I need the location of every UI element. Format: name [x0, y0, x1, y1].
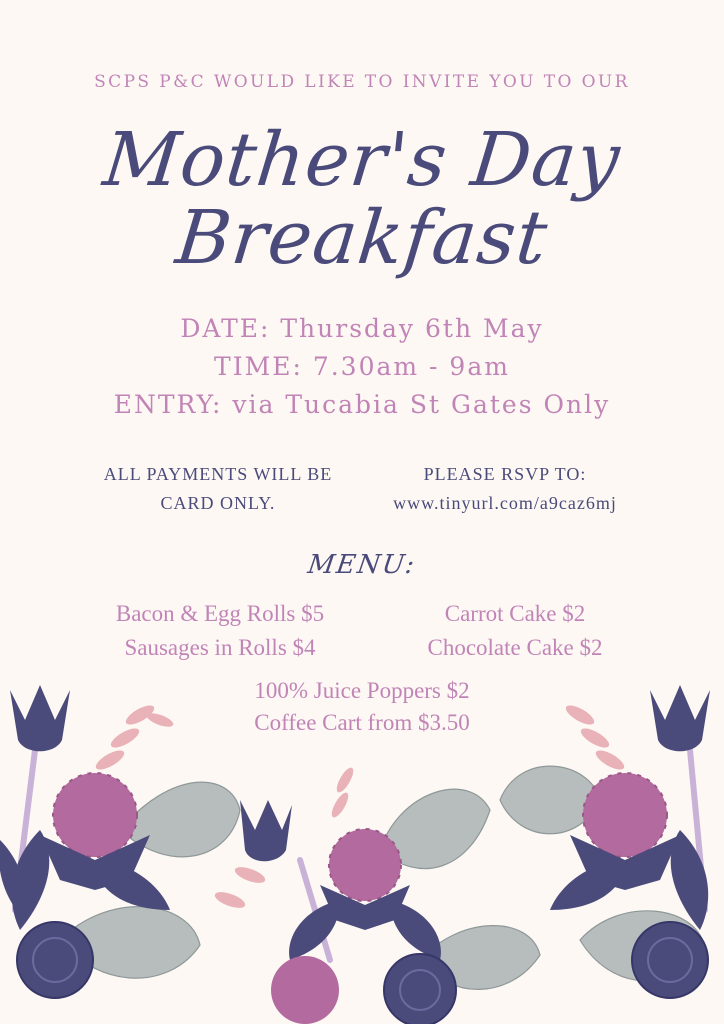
blossom-icon — [384, 954, 456, 1024]
payment-notice-line2: CARD ONLY. — [160, 493, 276, 513]
menu-item-juice-poppers: 100% Juice Poppers $2 — [254, 678, 470, 703]
menu-item-sausages: Sausages in Rolls $4 — [124, 635, 316, 660]
rsvp-block — [360, 460, 650, 518]
event-time: TIME: 7.30am - 9am — [214, 352, 510, 381]
blossom-icon — [17, 922, 93, 998]
tulip-bud-icon — [240, 800, 292, 861]
flower-icon — [271, 956, 339, 1024]
event-title-line1: Mother's Day — [99, 117, 625, 203]
tulip-bud-icon — [10, 685, 70, 751]
tulip-bud-icon — [650, 685, 710, 751]
event-entry: ENTRY: via Tucabia St Gates Only — [113, 390, 611, 419]
event-details — [0, 310, 724, 424]
payment-notice-line1: ALL PAYMENTS WILL BE — [103, 464, 333, 484]
menu-item-coffee-cart: Coffee Cart from $3.50 — [254, 710, 470, 735]
menu-item-bacon-egg-rolls: Bacon & Egg Rolls $5 — [115, 601, 325, 626]
menu-heading: MENU: — [305, 550, 419, 580]
payment-notice — [80, 460, 356, 518]
floral-border-illustration — [0, 660, 724, 1024]
event-date: DATE: Thursday 6th May — [180, 314, 544, 343]
menu-item-chocolate-cake: Chocolate Cake $2 — [427, 635, 603, 660]
invite-intro-text: SCPS P&C WOULD LIKE TO INVITE YOU TO OUR — [94, 72, 630, 92]
rsvp-label: PLEASE RSVP TO: — [423, 464, 587, 484]
blossom-icon — [632, 922, 708, 998]
event-title-line2: Breakfast — [172, 195, 552, 281]
rsvp-link[interactable]: www.tinyurl.com/a9caz6mj — [393, 493, 617, 513]
menu-item-carrot-cake: Carrot Cake $2 — [444, 601, 586, 626]
